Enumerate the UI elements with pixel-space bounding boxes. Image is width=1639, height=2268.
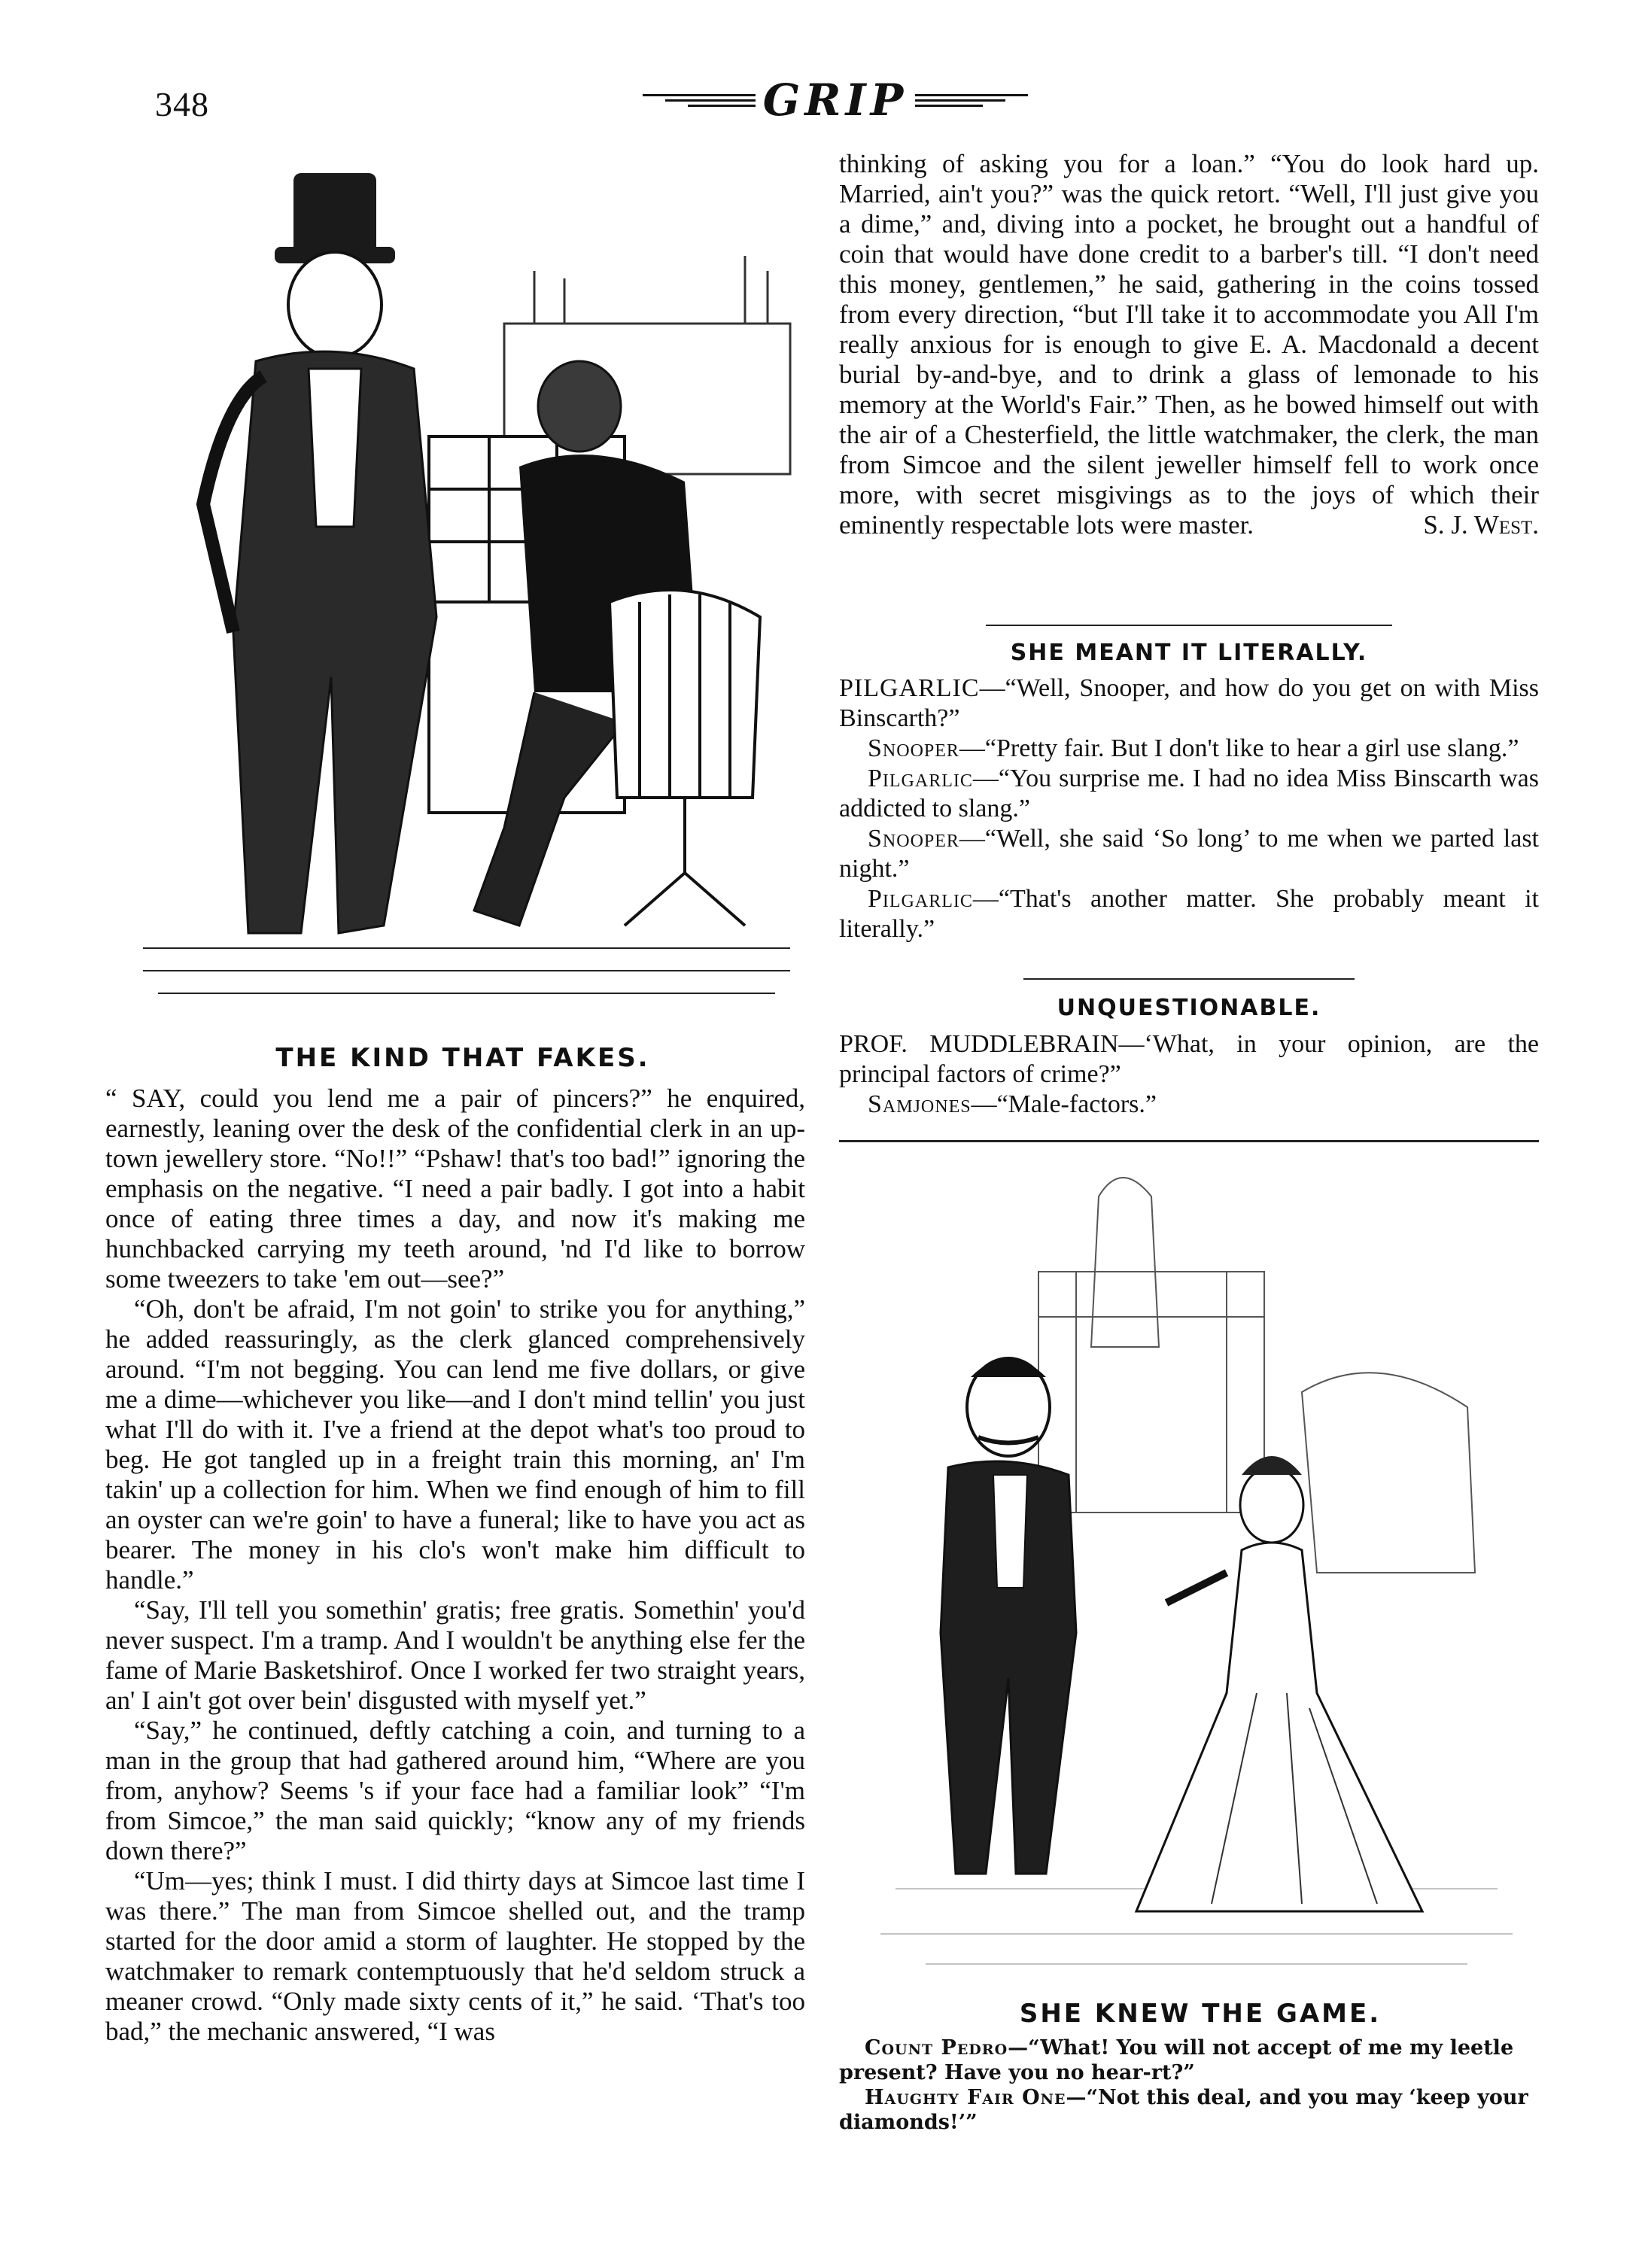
story-right-column xyxy=(839,149,1539,540)
dialogue-line: Haughty Fair One—“Not this deal, and you may ‘keep your diamonds!’” xyxy=(839,2086,1528,2134)
speaker: Samjones xyxy=(868,1090,972,1118)
dialogue-line: PILGARLIC—“Well, Snooper, and how do you get on with Miss Binscarth?” xyxy=(839,674,1539,732)
illustration-2-caption: SHE KNEW THE GAME. xyxy=(1019,1999,1382,2029)
dialogue-line: PROF. MUDDLEBRAIN—‘What, in your opinion, are the principal factors of crime?” xyxy=(839,1030,1540,1088)
illustration-fakes xyxy=(113,150,813,1031)
speaker: Snooper xyxy=(868,734,959,762)
dialogue-line: Pilgarlic—“You surprise me. I had no idea Miss Binscarth was addicted to slang.” xyxy=(839,765,1539,822)
masthead xyxy=(572,74,1099,126)
story-left-column xyxy=(105,1084,805,2047)
piece-3-dialogue xyxy=(839,1029,1539,1120)
story-paragraph: “Say,” he continued, deftly catching a coin, and turning to a man in the group that had gathered around him, “Where are you from, anyhow? Seems 's if your face had a familiar look” “I'm from Simcoe,” the man said quickly; “know any of my friends down there?” xyxy=(105,1716,805,1865)
speaker: Pilgarlic xyxy=(868,885,973,913)
piece-2-dialogue xyxy=(839,673,1539,944)
dialogue-line: Count Pedro—“What! You will not accept of me my leetle present? Have you no hear-rt?” xyxy=(839,2036,1514,2084)
dialogue-line: Samjones—“Male-factors.” xyxy=(868,1090,1157,1118)
dialogue-line: Snooper—“Pretty fair. But I don't like to hear a girl use slang.” xyxy=(868,734,1519,762)
section-divider xyxy=(1023,978,1355,980)
section-divider xyxy=(839,1140,1539,1142)
piece-2-title: SHE MEANT IT LITERALLY. xyxy=(1010,640,1368,666)
page-number: 348 xyxy=(155,85,209,123)
dialogue-line: Pilgarlic—“That's another matter. She probably meant it literally.” xyxy=(839,885,1539,943)
section-divider xyxy=(986,625,1392,626)
piece-3-title: UNQUESTIONABLE. xyxy=(1057,995,1321,1021)
masthead-rule-left xyxy=(643,94,756,107)
illustration-1-caption: THE KIND THAT FAKES. xyxy=(275,1043,650,1073)
illustration-2-dialogue xyxy=(839,2035,1546,2135)
speaker: Haughty Fair One xyxy=(865,2086,1066,2109)
speaker: PILGARLIC xyxy=(839,674,980,702)
speaker: Count Pedro xyxy=(865,2036,1008,2060)
speaker: Snooper xyxy=(868,825,959,853)
masthead-rule-right xyxy=(915,94,1028,107)
illustration-game xyxy=(850,1151,1535,1994)
story-paragraph: “Oh, don't be afraid, I'm not goin' to strike you for anything,” he added reassuringly, as the clerk glanced comprehensively around. “I'm not begging. You can lend me five dollars, or give me a dime—whichever you like—and I don't mind tellin' you just what I'll do with it. I've a friend at the depot what's too proud to beg. He got tangled up in a freight train this morning, an' I'm takin' up a collection for him. When we find enough of him to fill an oyster can we're goin' to have a funeral; like to have you act as bearer. The money in his clo's won't make him difficult to handle.” xyxy=(105,1294,805,1595)
speaker: Pilgarlic xyxy=(868,765,973,792)
story-continuation: thinking of asking you for a loan.” “You do look hard up. Married, ain't you?” was the quick retort. “Well, I'll just give you a dime,” and, diving into a pocket, he brought out a handful of coin that would have done credit to a barber's till. “I don't need this money, gentlemen,” he said, gathering in the coins tossed from every direction, “but I'll take it to accommodate you All I'm really anxious for is enough to give E. A. Macdonald a decent burial by-and-bye, and to drink a glass of lemonade to his memory at the World's Fair.” Then, as he bowed himself out with the air of a Chesterfield, the little watchmaker, the clerk, the man from Simcoe and the silent jeweller himself fell to work once more, with secret misgivings as to the joys of which their eminently respectable lots were master. S. J. West. xyxy=(839,149,1539,540)
story-paragraph: “ SAY, could you lend me a pair of pincers?” he enquired, earnestly, leaning over the desk of the confidential clerk in an up-town jewellery store. “No!!” “Pshaw! that's too bad!” ignoring the emphasis on the negative. “I need a pair badly. I got into a habit once of eating three times a day, and now it's making me hunchbacked carrying my teeth around, 'nd I'd like to borrow some tweezers to take 'em out—see?” xyxy=(105,1084,805,1294)
story-paragraph: “Say, I'll tell you somethin' gratis; free gratis. Somethin' you'd never suspect. I'm a tramp. And I wouldn't be anything else fer the fame of Marie Basketshirof. Once I worked fer two straight years, an' I ain't got over bein' disgusted with myself yet.” xyxy=(105,1595,805,1715)
dialogue-line: Snooper—“Well, she said ‘So long’ to me when we parted last night.” xyxy=(839,825,1539,883)
story-byline: S. J. West. xyxy=(1423,510,1539,540)
speaker: PROF. MUDDLEBRAIN xyxy=(839,1030,1119,1058)
story-paragraph: “Um—yes; think I must. I did thirty days at Simcoe last time I was there.” The man from Simcoe shelled out, and the tramp started for the door amid a storm of laughter. He stopped by the watchmaker to remark contemptuously that he'd seldom struck a meaner crowd. “Only made sixty cents of it,” he said. ‘That's too bad,” the mechanic answered, “I was xyxy=(105,1866,805,2046)
publication-title: GRIP xyxy=(762,74,908,126)
